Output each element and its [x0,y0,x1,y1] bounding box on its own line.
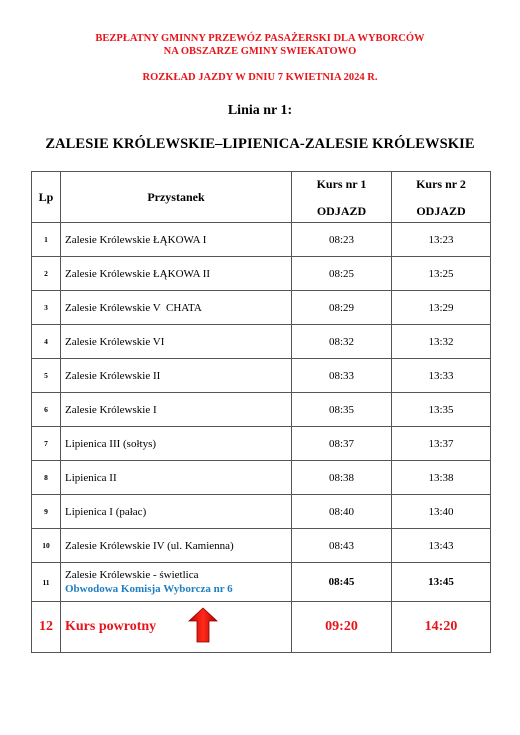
header-kurs-1 [292,172,392,223]
return-trip-label: Kurs powrotny [65,619,157,634]
row-kurs-2-time: 13:40 [392,495,491,529]
row-lp: 10 [32,529,61,563]
table-row [32,257,491,291]
row-lp: 7 [32,427,61,461]
row-kurs-2-time: 13:35 [392,393,491,427]
stop-name: Zalesie Królewskie - świetlica [65,569,199,581]
line-number-title: Linia nr 1: [227,103,293,118]
row-kurs-2-time: 13:23 [392,223,491,257]
header-schedule-date: ROZKŁAD JAZDY W DNIU 7 KWIETNIA 2024 R. [142,72,378,83]
row-kurs-1-time: 08:45 [292,563,392,602]
row-lp: 8 [32,461,61,495]
row-stop: Zalesie Królewskie ŁĄKOWA II [61,257,292,291]
header-stop: Przystanek [61,172,292,223]
red-up-arrow-icon [188,607,218,643]
row-lp: 6 [32,393,61,427]
row-stop: Lipienica III (sołtys) [61,427,292,461]
kurs-1-label: Kurs nr 1 [316,177,367,191]
row-stop: Lipienica I (pałac) [61,495,292,529]
kurs-1-odjazd: ODJAZD [316,204,367,218]
row-stop: Zalesie Królewskie V CHATA [61,291,292,325]
timetable [31,171,491,653]
row-kurs-2-time: 13:43 [392,529,491,563]
polling-station-label: Obwodowa Komisja Wyborcza nr 6 [65,583,233,595]
table-row [32,427,491,461]
row-kurs-1-time: 08:40 [292,495,392,529]
row-stop [61,563,292,602]
row-kurs-1-time: 08:25 [292,257,392,291]
row-stop: Zalesie Królewskie I [61,393,292,427]
row-kurs-1-time: 08:33 [292,359,392,393]
row-kurs-1-time: 08:29 [292,291,392,325]
row-stop: Zalesie Królewskie IV (ul. Kamienna) [61,529,292,563]
table-row [32,291,491,325]
row-lp: 9 [32,495,61,529]
table-row [32,223,491,257]
row-kurs-2-time: 13:33 [392,359,491,393]
row-lp: 2 [32,257,61,291]
row-kurs-1-time: 08:23 [292,223,392,257]
row-stop: Zalesie Królewskie VI [61,325,292,359]
row-lp: 12 [32,602,61,653]
table-row [32,393,491,427]
header-lp: Lp [32,172,61,223]
row-kurs-1-time: 08:38 [292,461,392,495]
row-kurs-1-time: 08:35 [292,393,392,427]
row-kurs-2-time: 13:37 [392,427,491,461]
row-lp: 11 [32,563,61,602]
return-trip-row [32,602,491,653]
header-line-1: BEZPŁATNY GMINNY PRZEWÓZ PASAŻERSKI DLA WYBORCÓW [95,33,425,44]
row-stop [61,602,292,653]
row-lp: 1 [32,223,61,257]
row-kurs-1-time: 09:20 [292,602,392,653]
row-kurs-1-time: 08:37 [292,427,392,461]
row-kurs-2-time: 13:25 [392,257,491,291]
row-stop: Zalesie Królewskie II [61,359,292,393]
kurs-2-label: Kurs nr 2 [416,177,466,191]
table-row [32,563,491,602]
table-header-row [32,172,491,223]
header-kurs-2 [392,172,491,223]
row-stop: Lipienica II [61,461,292,495]
row-kurs-2-time: 13:38 [392,461,491,495]
row-kurs-2-time: 13:45 [392,563,491,602]
table-row [32,325,491,359]
row-kurs-1-time: 08:32 [292,325,392,359]
row-lp: 3 [32,291,61,325]
row-kurs-2-time: 13:29 [392,291,491,325]
table-row [32,359,491,393]
row-kurs-2-time: 13:32 [392,325,491,359]
route-title: ZALESIE KRÓLEWSKIE–LIPIENICA-ZALESIE KRÓLEWSKIE [45,136,475,152]
row-kurs-1-time: 08:43 [292,529,392,563]
row-stop: Zalesie Królewskie ŁĄKOWA I [61,223,292,257]
row-lp: 4 [32,325,61,359]
table-row [32,529,491,563]
row-kurs-2-time: 14:20 [392,602,491,653]
header-line-2: NA OBSZARZE GMINY SWIEKATOWO [163,46,357,57]
table-row [32,461,491,495]
row-lp: 5 [32,359,61,393]
table-row [32,495,491,529]
kurs-2-odjazd: ODJAZD [416,204,466,218]
